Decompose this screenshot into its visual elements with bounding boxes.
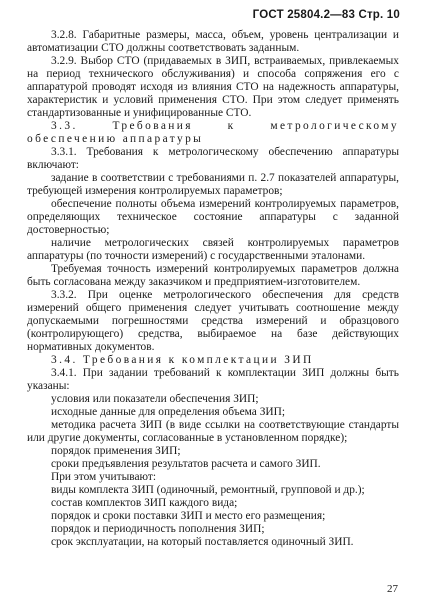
section-heading-3-3: 3.3. Требования к метрологическому обеспечению аппаратуры	[27, 120, 399, 145]
list-item: условия или показатели обеспечения ЗИП;	[51, 393, 259, 405]
list-item: порядок и сроки поставки ЗИП и место его размещения;	[51, 510, 326, 522]
page-number: 27	[387, 583, 398, 595]
section-heading-3-4: 3.4. Требования к комплектации ЗИП	[51, 354, 314, 366]
paragraph-accuracy: Требуемая точность измерений контролируемых параметров должна быть согласована между заказчиком и предприятием-изготовителем.	[27, 263, 399, 288]
list-item: срок эксплуатации, на который поставляется одиночный ЗИП.	[51, 536, 354, 548]
list-item: наличие метрологических связей контролируемых параметров аппаратуры (по точности измерений) с государственными эталонами.	[27, 237, 399, 262]
list-item: сроки предъявления результатов расчета и самого ЗИП.	[51, 458, 321, 470]
list-item: обеспечение полноты объема измерений контролируемых параметров, определяющих техническое состояние аппаратуры с заданной достоверностью;	[27, 198, 399, 236]
list-item: состав комплектов ЗИП каждого вида;	[51, 497, 238, 509]
list-item: методика расчета ЗИП (в виде ссылки на соответствующие стандарты или другие документы, согласованные в установленном порядке);	[27, 419, 399, 444]
list-item: порядок и периодичность пополнения ЗИП;	[51, 523, 265, 535]
paragraph-3-2-9: 3.2.9. Выбор СТО (придаваемых в ЗИП, встраиваемых, привлекаемых на период технического обслуживания) и способа сопряжения его с аппаратурой проводят исходя из влияния СТО на надежность аппаратуры, характеристик и условий применения СТО. При этом следует применять стандартизованные и унифицированные СТО.	[27, 55, 399, 119]
paragraph-3-3-2: 3.3.2. При оценке метрологического обеспечения для средств измерений общего применения следует учитывать соотношение между допускаемыми погрешностями средства измерений и образцового (контролирующего) средства, выбираемое на базе действующих нормативных документов.	[27, 289, 399, 353]
paragraph-3-4-1: 3.4.1. При задании требований к комплектации ЗИП должны быть указаны:	[27, 367, 399, 392]
paragraph-consider: При этом учитывают:	[51, 471, 157, 483]
list-item: виды комплекта ЗИП (одиночный, ремонтный, групповой и др.);	[51, 484, 365, 496]
list-item: исходные данные для определения объема ЗИП;	[51, 406, 286, 418]
list-item: порядок применения ЗИП;	[51, 445, 181, 457]
page-header: ГОСТ 25804.2—83 Стр. 10	[252, 9, 400, 21]
list-item: задание в соответствии с требованиями п. 2.7 показателей аппаратуры, требующей измерения контролируемых параметров;	[27, 172, 399, 197]
document-body	[27, 29, 399, 549]
paragraph-3-2-8: 3.2.8. Габаритные размеры, масса, объем, уровень централизации и автоматизации СТО должны соответствовать заданным.	[27, 29, 399, 54]
paragraph-3-3-1: 3.3.1. Требования к метрологическому обеспечению аппаратуры включают:	[27, 146, 399, 171]
